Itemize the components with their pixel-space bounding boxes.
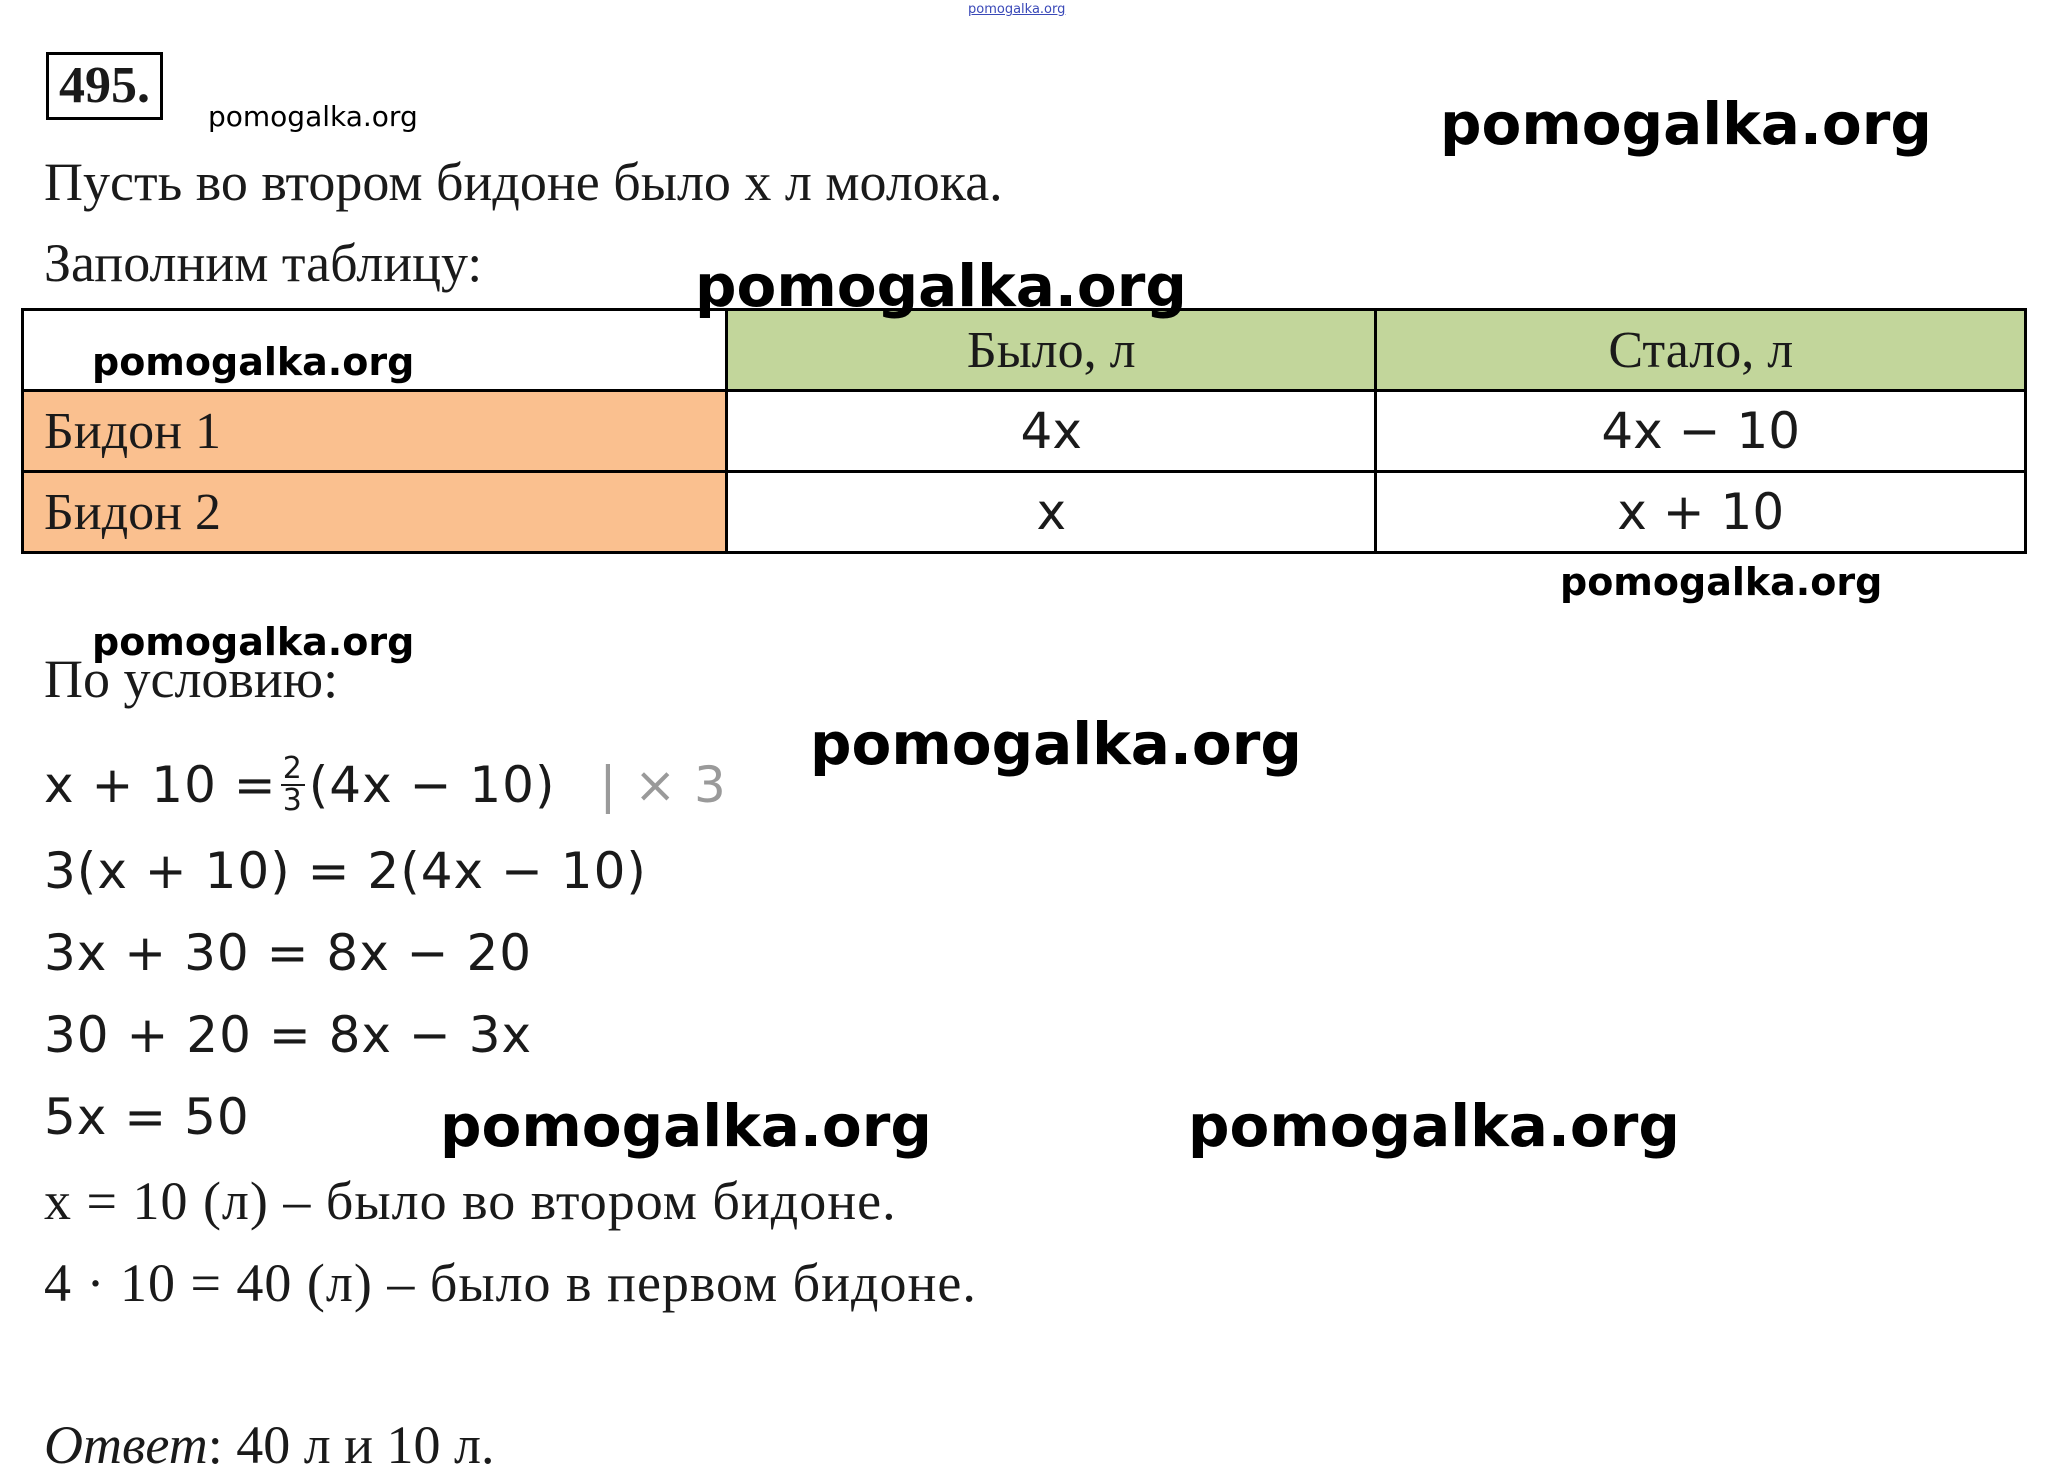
row-label-can-2: Бидон 2 <box>23 472 727 553</box>
answer-text: : 40 л и 10 л. <box>207 1415 495 1475</box>
intro-line-1: Пусть во втором бидоне было x л молока. <box>44 152 1003 212</box>
table-header-became: Стало, л <box>1376 310 2026 391</box>
condition-label: По условию: <box>44 649 339 709</box>
solution-line: x = 10 (л) – было во втором бидоне. <box>44 1171 897 1231</box>
solution-line: 4 · 10 = 40 (л) – было в первом бидоне. <box>44 1253 977 1313</box>
table-row <box>23 391 2026 472</box>
answer-label: Ответ <box>44 1415 208 1475</box>
fraction-numerator: 2 <box>282 751 303 786</box>
table-header-was: Было, л <box>726 310 1376 391</box>
problem-number: 495. <box>46 52 163 120</box>
solution-line: 5x = 50 <box>44 1088 250 1146</box>
cell-can-1-became: 4x − 10 <box>1376 391 2026 472</box>
watermark-medium: pomogalka.org <box>1560 560 1883 604</box>
watermark-large: pomogalka.org <box>440 1092 932 1160</box>
watermark-large: pomogalka.org <box>810 710 1302 778</box>
equation-1-right: (4x − 10) <box>308 756 556 814</box>
row-label-can-1: Бидон 1 <box>23 391 727 472</box>
watermark-medium: pomogalka.org <box>92 340 415 384</box>
watermark-top: pomogalka.org <box>968 2 1066 17</box>
watermark-medium: pomogalka.org <box>92 620 415 664</box>
cell-can-2-was: x <box>726 472 1376 553</box>
watermark-large: pomogalka.org <box>695 252 1187 320</box>
solution-line: 3x + 30 = 8x − 20 <box>44 924 533 982</box>
watermark-large: pomogalka.org <box>1188 1092 1680 1160</box>
answer <box>44 1415 495 1475</box>
fraction-two-thirds <box>281 751 305 818</box>
equation-1-multiplier: | × 3 <box>599 756 727 814</box>
cell-can-2-became: x + 10 <box>1376 472 2026 553</box>
intro-line-2: Заполним таблицу: <box>44 233 483 293</box>
solution-line: 3(x + 10) = 2(4x − 10) <box>44 842 647 900</box>
watermark-large: pomogalka.org <box>1440 90 1932 158</box>
fraction-denominator: 3 <box>282 783 303 818</box>
equation-1-left: x + 10 = <box>44 756 277 814</box>
equation-1 <box>44 740 727 830</box>
solution-line: 30 + 20 = 8x − 3x <box>44 1006 533 1064</box>
table-row <box>23 472 2026 553</box>
watermark-small: pomogalka.org <box>208 100 418 133</box>
cell-can-1-was: 4x <box>726 391 1376 472</box>
